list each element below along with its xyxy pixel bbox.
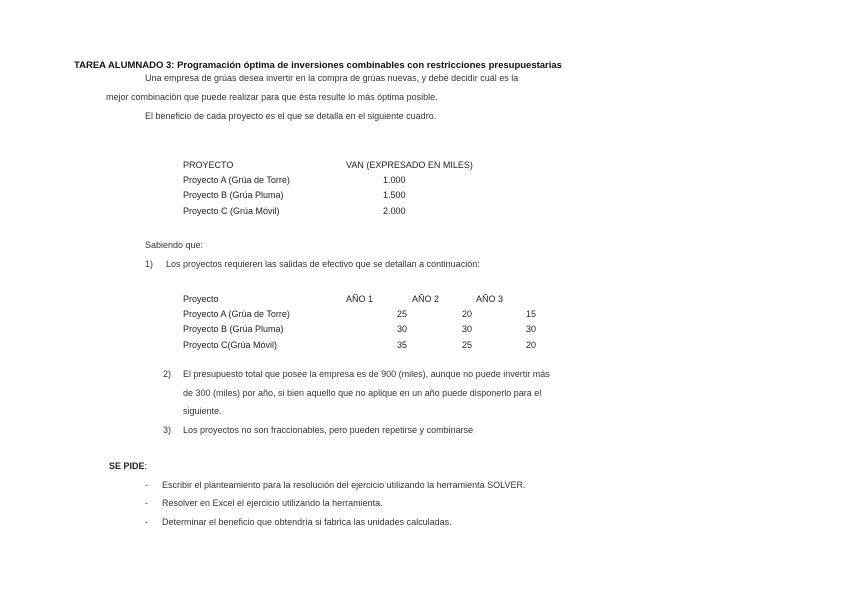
- cash-row-year-2: 25: [462, 340, 473, 350]
- van-row-name: Proyecto B (Grúa Pluma): [183, 190, 284, 200]
- cash-row-year-3: 30: [526, 324, 537, 334]
- van-row-value: 1.000: [383, 175, 406, 185]
- cash-header-project: Proyecto: [183, 294, 219, 304]
- se-pide-heading: [109, 461, 147, 471]
- van-header-value: VAN (EXPRESADO EN MILES): [346, 160, 473, 170]
- task-bullet: -: [145, 517, 148, 527]
- van-header-project: PROYECTO: [183, 160, 234, 170]
- intro-line-3: El beneficio de cada proyecto es el que se detalla en el siguiente cuadro.: [145, 111, 437, 121]
- cash-row-year-2: 20: [462, 309, 473, 319]
- item-2-number: 2): [163, 369, 172, 379]
- document-title: TAREA ALUMNADO 3: Programación óptima de inversiones combinables con restricciones presupuestarias: [74, 60, 562, 71]
- item-1-text: Los proyectos requieren las salidas de efectivo que se detallan a continuación:: [166, 259, 480, 269]
- task-text: Resolver en Excel el ejercicio utilizando la herramienta.: [162, 498, 383, 508]
- cash-row-name: Proyecto A (Grúa de Torre): [183, 309, 290, 319]
- item-3-text: Los proyectos no son fraccionables, pero pueden repetirse y combinarse: [183, 425, 474, 435]
- item-2-line-3: siguiente.: [183, 406, 222, 416]
- item-3-number: 3): [163, 425, 172, 435]
- task-text: Determinar el beneficio que obtendría si fabrica las unidades calculadas.: [162, 517, 452, 527]
- van-row-name: Proyecto C (Grúa Móvil): [183, 206, 280, 216]
- cash-row-year-1: 25: [397, 309, 408, 319]
- se-pide-colon: :: [144, 461, 148, 471]
- cash-row-year-1: 35: [397, 340, 408, 350]
- item-2-line-1: El presupuesto total que posee la empresa es de 900 (miles), aunque no puede invertir más: [183, 369, 550, 379]
- intro-line-1: Una empresa de grúas desea invertir en la compra de grúas nuevas, y debe decidir cuál es la: [145, 73, 519, 83]
- cash-row-name: Proyecto B (Grúa Pluma): [183, 324, 284, 334]
- cash-row-year-1: 30: [397, 324, 408, 334]
- cash-row-year-3: 20: [526, 340, 537, 350]
- se-pide-label: SE PIDE: [109, 461, 145, 471]
- cash-row-name: Proyecto C(Grúa Móvil): [183, 340, 278, 350]
- task-bullet: -: [145, 480, 148, 490]
- cash-header-year-1: AÑO 1: [346, 294, 374, 304]
- intro-line-2: mejor combinación que puede realizar para que ésta resulte lo más óptima posible.: [106, 92, 438, 102]
- task-text: Escribir el planteamiento para la resolución del ejercicio utilizando la herramienta SOLVER.: [162, 480, 526, 490]
- task-bullet: -: [145, 498, 148, 508]
- cash-row-year-2: 30: [462, 324, 473, 334]
- cash-header-year-3: AÑO 3: [476, 294, 504, 304]
- cash-row-year-3: 15: [526, 309, 537, 319]
- van-row-name: Proyecto A (Grúa de Torre): [183, 175, 290, 185]
- item-2-line-2: de 300 (miles) por año, si bien aquello que no aplique en un año puede disponerlo para el: [183, 388, 542, 398]
- cash-header-year-2: AÑO 2: [412, 294, 440, 304]
- van-row-value: 2.000: [383, 206, 406, 216]
- van-row-value: 1.500: [383, 190, 406, 200]
- item-1-number: 1): [145, 259, 154, 269]
- sabiendo-que: Sabiendo que:: [145, 240, 204, 250]
